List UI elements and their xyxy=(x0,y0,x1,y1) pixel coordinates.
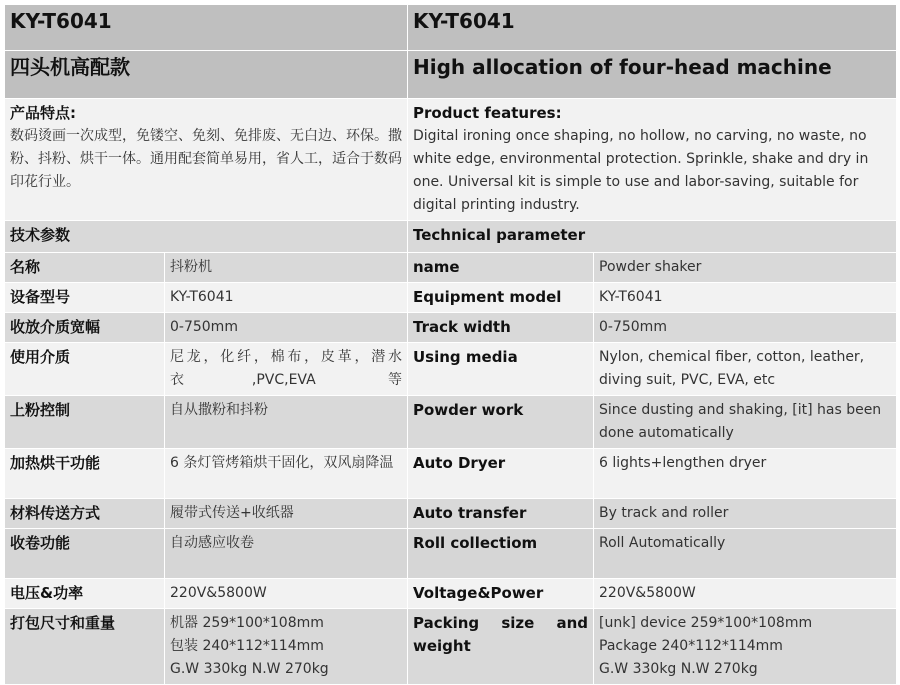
left-value: KY-T6041 xyxy=(165,283,408,313)
right-value: [unk] device 259*100*108mm Package 240*112*114mm G.W 330kg N.W 270kg xyxy=(594,609,897,685)
left-value: 220V&5800W xyxy=(165,579,408,609)
right-label: name xyxy=(408,253,594,283)
features-row xyxy=(5,99,897,221)
model-row xyxy=(5,5,897,51)
right-params-title: Technical parameter xyxy=(408,221,897,253)
param-row-transfer xyxy=(5,499,897,529)
right-label: Using media xyxy=(408,343,594,396)
right-features xyxy=(408,99,897,221)
right-label: Powder work xyxy=(408,396,594,449)
param-row-packing xyxy=(5,609,897,685)
right-label: Equipment model xyxy=(408,283,594,313)
left-label: 电压&功率 xyxy=(5,579,165,609)
param-row-model xyxy=(5,283,897,313)
left-label: 收卷功能 xyxy=(5,529,165,579)
spec-sheet xyxy=(4,4,896,677)
param-row-media xyxy=(5,343,897,396)
left-params-title: 技术参数 xyxy=(5,221,408,253)
left-value: 6 条灯管烤箱烘干固化，双风扇降温 xyxy=(165,449,408,499)
left-label: 上粉控制 xyxy=(5,396,165,449)
right-value: 6 lights+lengthen dryer xyxy=(594,449,897,499)
param-row-name xyxy=(5,253,897,283)
param-row-roll xyxy=(5,529,897,579)
right-value: Since dusting and shaking, [it] has been done automatically xyxy=(594,396,897,449)
left-label: 打包尺寸和重量 xyxy=(5,609,165,685)
left-label: 加热烘干功能 xyxy=(5,449,165,499)
title-row xyxy=(5,51,897,99)
left-value: 抖粉机 xyxy=(165,253,408,283)
right-value: 220V&5800W xyxy=(594,579,897,609)
right-features-title: Product features: xyxy=(413,104,562,122)
param-row-width xyxy=(5,313,897,343)
left-title: 四头机高配款 xyxy=(5,51,408,99)
left-features-title: 产品特点: xyxy=(10,104,76,122)
right-label: Auto Dryer xyxy=(408,449,594,499)
right-features-body: Digital ironing once shaping, no hollow, no carving, no waste, no white edge, environmental protection. Sprinkle, shake and dry in one. Universal kit is simple to use and labor-saving, suitable for digital printing industry. xyxy=(413,128,869,213)
left-label: 设备型号 xyxy=(5,283,165,313)
left-label: 收放介质宽幅 xyxy=(5,313,165,343)
right-label: Track width xyxy=(408,313,594,343)
left-value: 自从撒粉和抖粉 xyxy=(165,396,408,449)
left-model: KY-T6041 xyxy=(5,5,408,51)
right-value: Roll Automatically xyxy=(594,529,897,579)
right-value: Nylon, chemical fiber, cotton, leather, diving suit, PVC, EVA, etc xyxy=(594,343,897,396)
left-features-body: 数码烫画一次成型，免镂空、免刻、免排废、无白边、环保。撒粉、抖粉、烘干一体。通用配套简单易用，省人工，适合于数码印花行业。 xyxy=(10,128,402,190)
left-label: 材料传送方式 xyxy=(5,499,165,529)
left-features xyxy=(5,99,408,221)
left-value: 尼龙，化纤，棉布，皮革，潜水衣,PVC,EVA 等 xyxy=(165,343,408,396)
right-label: Auto transfer xyxy=(408,499,594,529)
right-model: KY-T6041 xyxy=(408,5,897,51)
right-label: Roll collectiom xyxy=(408,529,594,579)
param-row-power xyxy=(5,579,897,609)
right-value: KY-T6041 xyxy=(594,283,897,313)
left-value: 机器 259*100*108mm 包装 240*112*114mm G.W 330kg N.W 270kg xyxy=(165,609,408,685)
right-label: Packing size and weight xyxy=(408,609,594,685)
params-title-row xyxy=(5,221,897,253)
left-value: 自动感应收卷 xyxy=(165,529,408,579)
left-value: 履带式传送+收纸器 xyxy=(165,499,408,529)
right-title: High allocation of four-head machine xyxy=(408,51,897,99)
right-value: Powder shaker xyxy=(594,253,897,283)
left-label: 名称 xyxy=(5,253,165,283)
param-row-powder xyxy=(5,396,897,449)
right-label: Voltage&Power xyxy=(408,579,594,609)
left-label: 使用介质 xyxy=(5,343,165,396)
left-value: 0-750mm xyxy=(165,313,408,343)
right-value: 0-750mm xyxy=(594,313,897,343)
spec-table xyxy=(4,4,897,685)
param-row-dryer xyxy=(5,449,897,499)
right-value: By track and roller xyxy=(594,499,897,529)
